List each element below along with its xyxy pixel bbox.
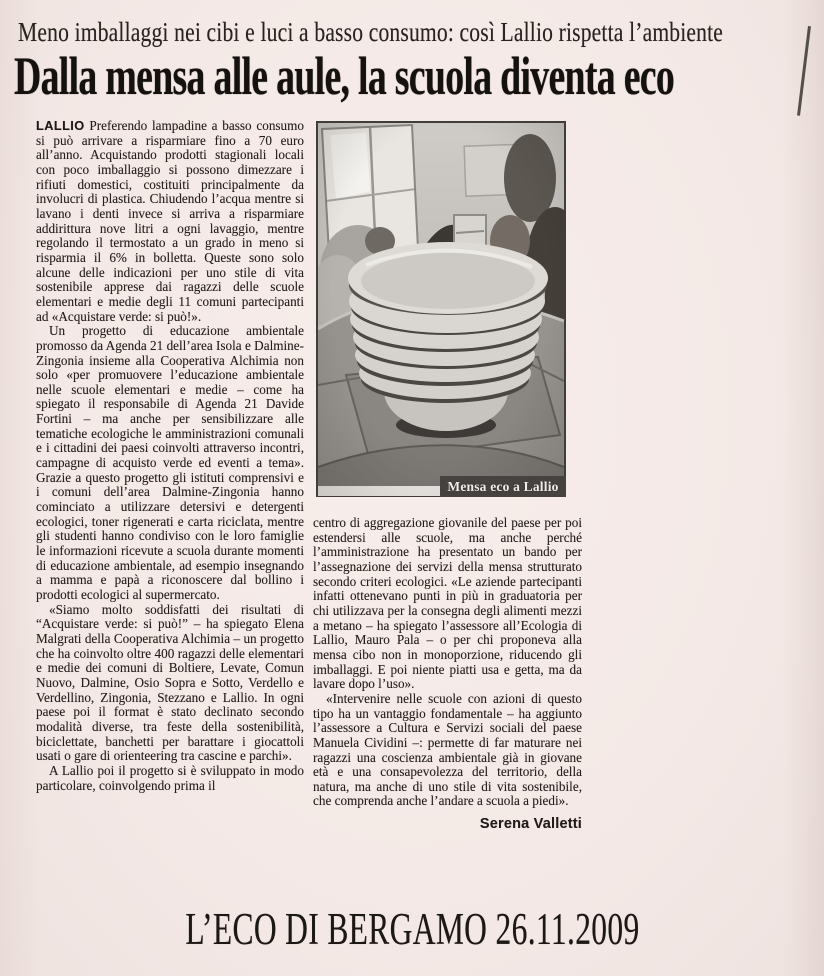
paragraph: centro di aggregazione giovanile del paese per poi estendersi alle scuole, ma anche perché l’amministrazione ha presentato un bando per l’assegnazione dei servizi della mensa strutturato secondo criteri ecologici. «Le aziende partecipanti infatti ottenevano punti in più in graduatoria per chi utilizzava per la consegna degli alimenti mezzi a metano – ha spiegato l’assessore all’Ecologia di Lallio, Mauro Pala – o per chi proponeva alla mensa cibo non in monoporzione, riducendo gli imballaggi. E poi niente piatti usa e getta, ma da lavare dopo l’uso». <box>313 515 582 692</box>
paragraph: «Siamo molto soddisfatti dei risultati di “Acquistare verde: si può!” – ha spiegato Elena Malgrati della Cooperativa Alchimia – un progetto che ha coinvolto oltre 400 ragazzi delle elementari e medie dei comuni di Boltiere, Levate, Comun Nuovo, Dalmine, Osio Sopra e Sotto, Verdello e Verdellino, Zingonia, Stezzano e Lallio. In ogni paese poi il format è stato declinato secondo modalità diverse, tra feste della sostenibilità, biciclettate, banchetti per barattare i giocattoli usati o gare di orienteering tra cascine e parchi». <box>36 601 304 764</box>
headline: Dalla mensa alle aule, la scuola diventa eco <box>14 46 675 106</box>
kicker: Meno imballaggi nei cibi e luci a basso consumo: così Lallio rispetta l’ambiente <box>18 17 724 47</box>
article-right-column <box>313 516 582 832</box>
byline: Serena Valletti <box>479 816 582 833</box>
dateline-label: LALLIO <box>36 118 85 133</box>
paragraph: A Lallio poi il progetto si è sviluppato in modo particolare, coinvolgendo prima il <box>36 762 304 793</box>
article-left-column <box>36 119 304 793</box>
paragraph-lead <box>36 119 304 324</box>
column-rule <box>797 26 811 116</box>
paragraph: «Intervenire nelle scuole con azioni di questo tipo ha un vantaggio fondamentale – ha aggiunto l’assessore a Cultura e Servizi sociali del paese Manuela Cividini –: permette di far maturare nei ragazzi una coscienza ambientale già in giovane età e una consapevolezza del territorio, della natura, ma anche di uno stile di vita sostenibile, che comprenda anche l’andare a scuola a piedi». <box>313 690 582 809</box>
source-footer <box>0 903 824 955</box>
photo-vignette <box>318 123 564 496</box>
source-footer-text: L’ECO DI BERGAMO 26.11.2009 <box>184 904 640 954</box>
paragraph-text: Preferendo lampadine a basso consumo si può arrivare a risparmiare fino a 70 euro all’anno. Acquistando prodotti stagionali locali con poco imballaggio si possono dimezzare i rifiuti domestici, costituiti principalmente da involucri di plastica. Chiudendo l’acqua mentre si lavano i denti invece si arriva a risparmiare addirittura nove litri a ogni lavaggio, mentre regolando il termostato a un grado in meno si risparmia il 6% in bolletta. Queste sono solo alcune delle indicazioni per uno stile di vita sostenibile apprese dai ragazzi delle scuole elementari e medie degli 11 comuni partecipanti ad «Acquistare verde: si può!». <box>36 118 304 324</box>
paragraph: Un progetto di educazione ambientale promosso da Agenda 21 dell’area Isola e Dalmine-Zingonia insieme alla Cooperativa Alchimia non solo «per promuovere l’educazione ambientale nelle scuole elementari e medie – come ha spiegato il responsabile di Agenda 21 Davide Fortini – ma anche per sensibilizzare alle tematiche ecologiche le amministrazioni comunali e i cittadini dei paesi coinvolti attraverso incontri, campagne di acquisto verde ed eventi a tema». Grazie a questo progetto gli istituti comprensivi e i comuni dell’area Dalmine-Zingonia hanno cominciato a utilizzare detersivi e detergenti ecologici, toner rigenerati e carta riciclata, mentre gli studenti hanno condiviso con le loro famiglie le informazioni ricevute a scuola durante momenti di educazione ambientale, ad esempio insegnando a mamma e papà a riconoscere dal bollino i prodotti ecologici al supermercato. <box>36 323 304 602</box>
article-photo <box>316 121 566 497</box>
photo-caption: Mensa eco a Lallio <box>440 476 566 497</box>
canteen-photo-illustration <box>318 123 564 496</box>
